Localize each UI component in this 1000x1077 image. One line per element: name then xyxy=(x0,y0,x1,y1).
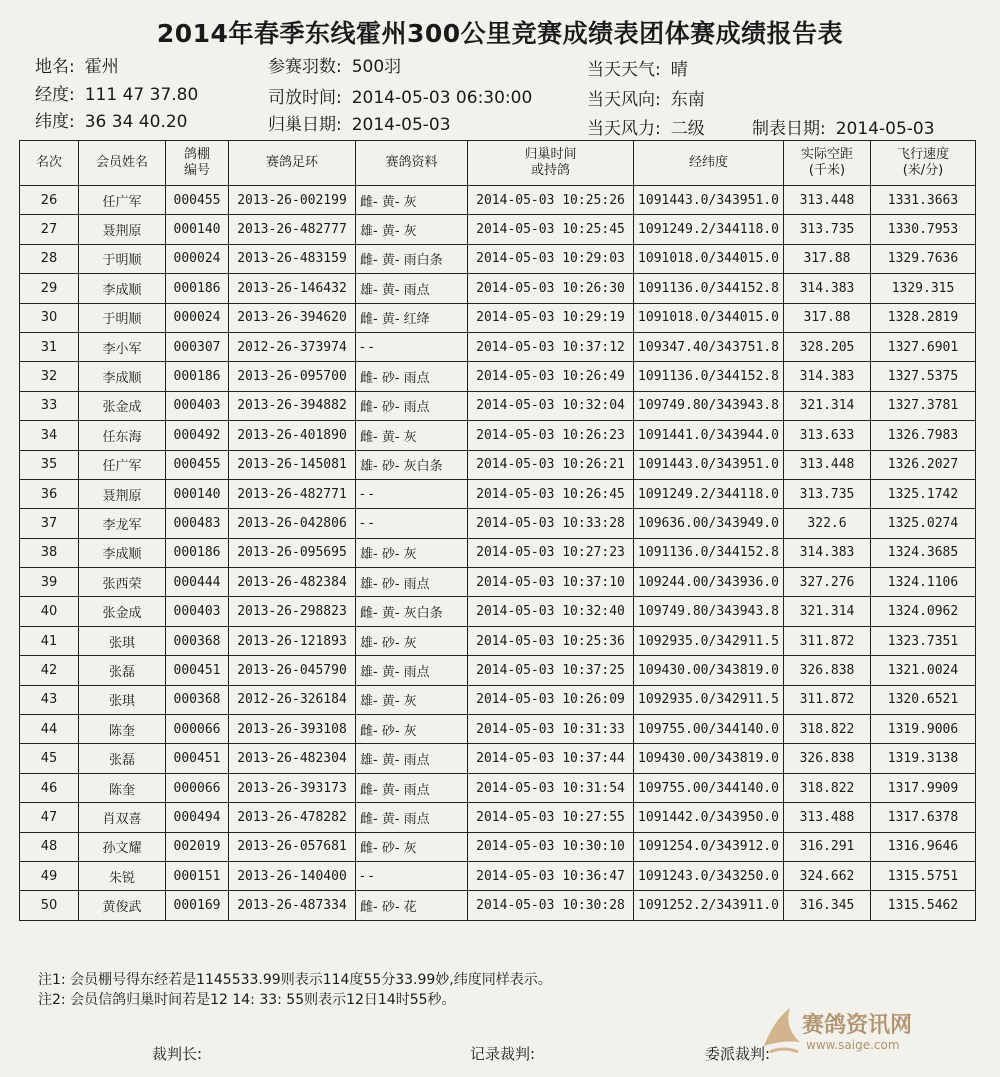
cell-member-name: 张金成 xyxy=(79,597,166,626)
cell-ring-number: 2013-26-482777 xyxy=(229,215,356,244)
cell-speed: 1327.5375 xyxy=(871,362,976,391)
table-row xyxy=(20,509,976,538)
cell-speed: 1324.1106 xyxy=(871,568,976,597)
cell-coordinates: 1091252.2/343911.0 xyxy=(634,891,784,920)
cell-distance: 311.872 xyxy=(784,626,871,655)
header-member-name: 会员姓名 xyxy=(79,141,166,186)
cell-distance: 313.633 xyxy=(784,421,871,450)
cell-ring-number: 2013-26-145081 xyxy=(229,450,356,479)
cell-arrival-time: 2014-05-03 10:31:33 xyxy=(468,715,634,744)
cell-speed: 1325.0274 xyxy=(871,509,976,538)
cell-arrival-time: 2014-05-03 10:29:03 xyxy=(468,244,634,273)
cell-rank: 30 xyxy=(20,303,79,332)
table-row xyxy=(20,715,976,744)
cell-rank: 46 xyxy=(20,773,79,802)
cell-ring-number: 2013-26-394620 xyxy=(229,303,356,332)
cell-ring-number: 2013-26-478282 xyxy=(229,803,356,832)
cell-bird-info: 雌- 黄- 灰 xyxy=(356,186,468,215)
cell-speed: 1316.9646 xyxy=(871,832,976,861)
cell-arrival-time: 2014-05-03 10:37:44 xyxy=(468,744,634,773)
cell-rank: 38 xyxy=(20,538,79,567)
cell-coordinates: 1092935.0/342911.5 xyxy=(634,685,784,714)
cell-distance: 326.838 xyxy=(784,656,871,685)
cell-ring-number: 2013-26-140400 xyxy=(229,861,356,890)
cell-speed: 1326.7983 xyxy=(871,421,976,450)
cell-bird-info: - - xyxy=(356,479,468,508)
cell-coordinates: 1091136.0/344152.8 xyxy=(634,274,784,303)
cell-loft-id: 000492 xyxy=(166,421,229,450)
cell-rank: 29 xyxy=(20,274,79,303)
cell-ring-number: 2013-26-393108 xyxy=(229,715,356,744)
cell-distance: 313.735 xyxy=(784,479,871,508)
watermark xyxy=(760,1002,960,1062)
cell-arrival-time: 2014-05-03 10:37:12 xyxy=(468,332,634,361)
cell-arrival-time: 2014-05-03 10:25:36 xyxy=(468,626,634,655)
cell-bird-info: 雌- 黄- 雨点 xyxy=(356,803,468,832)
wind-direction-field: 当天风向: 东南 xyxy=(587,90,705,110)
cell-coordinates: 1091443.0/343951.0 xyxy=(634,186,784,215)
cell-bird-info: 雌- 黄- 红绛 xyxy=(356,303,468,332)
cell-distance: 324.662 xyxy=(784,861,871,890)
cell-ring-number: 2013-26-045790 xyxy=(229,656,356,685)
place-field: 地名: 霍州 xyxy=(35,57,119,77)
cell-arrival-time: 2014-05-03 10:26:23 xyxy=(468,421,634,450)
cell-ring-number: 2013-26-482304 xyxy=(229,744,356,773)
cell-loft-id: 000483 xyxy=(166,509,229,538)
table-row xyxy=(20,244,976,273)
cell-bird-info: 雄- 黄- 灰 xyxy=(356,685,468,714)
cell-rank: 43 xyxy=(20,685,79,714)
table-row xyxy=(20,450,976,479)
table-row xyxy=(20,391,976,420)
place-value: 霍州 xyxy=(84,57,119,77)
judge-signature: 裁判长: xyxy=(152,1045,203,1063)
release-time-value: 2014-05-03 06:30:00 xyxy=(351,88,533,108)
wind-force-value: 二级 xyxy=(670,119,705,139)
cell-loft-id: 000368 xyxy=(166,626,229,655)
cell-loft-id: 000066 xyxy=(166,773,229,802)
cell-distance: 316.291 xyxy=(784,832,871,861)
cell-distance: 318.822 xyxy=(784,715,871,744)
cell-loft-id: 000169 xyxy=(166,891,229,920)
cell-rank: 33 xyxy=(20,391,79,420)
cell-coordinates: 109636.00/343949.0 xyxy=(634,509,784,538)
cell-bird-info: 雌- 黄- 雨白条 xyxy=(356,244,468,273)
made-date-value: 2014-05-03 xyxy=(835,119,935,139)
cell-bird-info: 雌- 砂- 灰 xyxy=(356,715,468,744)
cell-bird-info: - - xyxy=(356,861,468,890)
cell-rank: 48 xyxy=(20,832,79,861)
cell-distance: 322.6 xyxy=(784,509,871,538)
cell-loft-id: 000451 xyxy=(166,744,229,773)
cell-loft-id: 000066 xyxy=(166,715,229,744)
cell-loft-id: 000140 xyxy=(166,479,229,508)
cell-ring-number: 2013-26-298823 xyxy=(229,597,356,626)
table-row xyxy=(20,332,976,361)
cell-distance: 328.205 xyxy=(784,332,871,361)
cell-member-name: 聂荆原 xyxy=(79,479,166,508)
cell-member-name: 李成顺 xyxy=(79,362,166,391)
release-time-field: 司放时间: 2014-05-03 06:30:00 xyxy=(268,88,533,108)
table-row xyxy=(20,773,976,802)
cell-bird-info: 雌- 砂- 雨点 xyxy=(356,362,468,391)
cell-distance: 311.872 xyxy=(784,685,871,714)
cell-arrival-time: 2014-05-03 10:27:55 xyxy=(468,803,634,832)
cell-coordinates: 1091249.2/344118.0 xyxy=(634,215,784,244)
cell-speed: 1327.6901 xyxy=(871,332,976,361)
wind-direction-value: 东南 xyxy=(670,90,705,110)
cell-speed: 1325.1742 xyxy=(871,479,976,508)
cell-rank: 50 xyxy=(20,891,79,920)
cell-ring-number: 2013-26-482384 xyxy=(229,568,356,597)
cell-speed: 1326.2027 xyxy=(871,450,976,479)
cell-coordinates: 109749.80/343943.8 xyxy=(634,391,784,420)
cell-bird-info: 雌- 黄- 灰白条 xyxy=(356,597,468,626)
cell-rank: 39 xyxy=(20,568,79,597)
cell-arrival-time: 2014-05-03 10:27:23 xyxy=(468,538,634,567)
cell-speed: 1324.3685 xyxy=(871,538,976,567)
cell-distance: 326.838 xyxy=(784,744,871,773)
latitude-value: 36 34 40.20 xyxy=(84,112,188,132)
cell-rank: 42 xyxy=(20,656,79,685)
cell-loft-id: 000368 xyxy=(166,685,229,714)
cell-distance: 317.88 xyxy=(784,244,871,273)
header-coordinates: 经纬度 xyxy=(634,141,784,186)
latitude-field: 纬度: 36 34 40.20 xyxy=(35,112,188,132)
cell-member-name: 任广军 xyxy=(79,186,166,215)
header-loft-id: 鸽棚 编号 xyxy=(166,141,229,186)
cell-loft-id: 000307 xyxy=(166,332,229,361)
cell-arrival-time: 2014-05-03 10:30:28 xyxy=(468,891,634,920)
cell-ring-number: 2013-26-394882 xyxy=(229,391,356,420)
cell-rank: 40 xyxy=(20,597,79,626)
cell-bird-info: 雄- 黄- 雨点 xyxy=(356,274,468,303)
cell-ring-number: 2013-26-482771 xyxy=(229,479,356,508)
cell-coordinates: 109749.80/343943.8 xyxy=(634,597,784,626)
cell-rank: 26 xyxy=(20,186,79,215)
cell-loft-id: 000455 xyxy=(166,450,229,479)
cell-loft-id: 000186 xyxy=(166,274,229,303)
watermark-text: 赛鸽资讯网 xyxy=(802,1013,913,1038)
header-distance: 实际空距 (千米) xyxy=(784,141,871,186)
cell-rank: 32 xyxy=(20,362,79,391)
cell-rank: 44 xyxy=(20,715,79,744)
table-row xyxy=(20,568,976,597)
cell-bird-info: 雄- 砂- 灰 xyxy=(356,626,468,655)
table-row xyxy=(20,744,976,773)
cell-rank: 37 xyxy=(20,509,79,538)
cell-arrival-time: 2014-05-03 10:26:49 xyxy=(468,362,634,391)
cell-speed: 1324.0962 xyxy=(871,597,976,626)
cell-member-name: 聂荆原 xyxy=(79,215,166,244)
cell-speed: 1321.0024 xyxy=(871,656,976,685)
cell-bird-info: 雌- 砂- 灰 xyxy=(356,832,468,861)
cell-loft-id: 000151 xyxy=(166,861,229,890)
table-body xyxy=(20,186,976,921)
cell-ring-number: 2013-26-483159 xyxy=(229,244,356,273)
table-row xyxy=(20,861,976,890)
cell-bird-info: - - xyxy=(356,332,468,361)
cell-distance: 317.88 xyxy=(784,303,871,332)
cell-arrival-time: 2014-05-03 10:37:25 xyxy=(468,656,634,685)
birds-value: 500羽 xyxy=(351,57,402,77)
watermark-url: www.saige.com xyxy=(806,1038,900,1052)
cell-distance: 314.383 xyxy=(784,362,871,391)
cell-loft-id: 000186 xyxy=(166,538,229,567)
cell-speed: 1331.3663 xyxy=(871,186,976,215)
table-row xyxy=(20,186,976,215)
cell-bird-info: - - xyxy=(356,509,468,538)
cell-coordinates: 1091443.0/343951.0 xyxy=(634,450,784,479)
cell-member-name: 张磊 xyxy=(79,744,166,773)
cell-member-name: 于明顺 xyxy=(79,244,166,273)
table-row xyxy=(20,597,976,626)
cell-arrival-time: 2014-05-03 10:32:04 xyxy=(468,391,634,420)
cell-speed: 1323.7351 xyxy=(871,626,976,655)
cell-arrival-time: 2014-05-03 10:26:21 xyxy=(468,450,634,479)
cell-arrival-time: 2014-05-03 10:31:54 xyxy=(468,773,634,802)
recorder-signature: 记录裁判: xyxy=(470,1045,536,1063)
cell-distance: 313.448 xyxy=(784,186,871,215)
cell-rank: 47 xyxy=(20,803,79,832)
cell-loft-id: 000403 xyxy=(166,597,229,626)
cell-coordinates: 1091243.0/343250.0 xyxy=(634,861,784,890)
header-ring-number: 赛鸽足环 xyxy=(229,141,356,186)
note-2: 注2: 会员信鸽归巢时间若是12 14: 33: 55则表示12日14时55秒。 xyxy=(38,992,456,1008)
cell-member-name: 张磊 xyxy=(79,656,166,685)
cell-speed: 1329.7636 xyxy=(871,244,976,273)
cell-arrival-time: 2014-05-03 10:26:09 xyxy=(468,685,634,714)
cell-rank: 41 xyxy=(20,626,79,655)
cell-ring-number: 2013-26-401890 xyxy=(229,421,356,450)
cell-member-name: 黄俊武 xyxy=(79,891,166,920)
cell-ring-number: 2012-26-373974 xyxy=(229,332,356,361)
cell-arrival-time: 2014-05-03 10:30:10 xyxy=(468,832,634,861)
cell-member-name: 张金成 xyxy=(79,391,166,420)
cell-distance: 316.345 xyxy=(784,891,871,920)
cell-rank: 35 xyxy=(20,450,79,479)
cell-member-name: 肖双喜 xyxy=(79,803,166,832)
cell-ring-number: 2013-26-146432 xyxy=(229,274,356,303)
cell-coordinates: 109430.00/343819.0 xyxy=(634,656,784,685)
cell-rank: 27 xyxy=(20,215,79,244)
cell-bird-info: 雄- 砂- 雨点 xyxy=(356,568,468,597)
notes xyxy=(38,970,552,1010)
cell-member-name: 李成顺 xyxy=(79,538,166,567)
cell-distance: 313.735 xyxy=(784,215,871,244)
cell-distance: 313.448 xyxy=(784,450,871,479)
cell-loft-id: 002019 xyxy=(166,832,229,861)
header-row xyxy=(20,141,976,186)
cell-coordinates: 1091018.0/344015.0 xyxy=(634,244,784,273)
cell-member-name: 李小军 xyxy=(79,332,166,361)
cell-ring-number: 2013-26-121893 xyxy=(229,626,356,655)
wind-force-field: 当天风力: 二级 xyxy=(587,119,705,139)
cell-arrival-time: 2014-05-03 10:26:45 xyxy=(468,479,634,508)
header-speed: 飞行速度 (米/分) xyxy=(871,141,976,186)
cell-bird-info: 雌- 黄- 灰 xyxy=(356,421,468,450)
cell-distance: 327.276 xyxy=(784,568,871,597)
cell-loft-id: 000403 xyxy=(166,391,229,420)
table-row xyxy=(20,421,976,450)
cell-ring-number: 2013-26-487334 xyxy=(229,891,356,920)
cell-ring-number: 2012-26-326184 xyxy=(229,685,356,714)
cell-member-name: 朱锐 xyxy=(79,861,166,890)
cell-bird-info: 雄- 砂- 灰 xyxy=(356,538,468,567)
table-row xyxy=(20,656,976,685)
cell-speed: 1320.6521 xyxy=(871,685,976,714)
cell-bird-info: 雄- 砂- 灰白条 xyxy=(356,450,468,479)
cell-bird-info: 雄- 黄- 雨点 xyxy=(356,744,468,773)
table-row xyxy=(20,891,976,920)
cell-speed: 1330.7953 xyxy=(871,215,976,244)
table-row xyxy=(20,215,976,244)
cell-coordinates: 1091249.2/344118.0 xyxy=(634,479,784,508)
cell-member-name: 张琪 xyxy=(79,685,166,714)
cell-arrival-time: 2014-05-03 10:37:10 xyxy=(468,568,634,597)
cell-speed: 1315.5751 xyxy=(871,861,976,890)
cell-arrival-time: 2014-05-03 10:36:47 xyxy=(468,861,634,890)
cell-ring-number: 2013-26-095695 xyxy=(229,538,356,567)
cell-member-name: 李成顺 xyxy=(79,274,166,303)
cell-bird-info: 雌- 砂- 雨点 xyxy=(356,391,468,420)
made-date-field: 制表日期: 2014-05-03 xyxy=(752,119,935,139)
longitude-value: 111 47 37.80 xyxy=(84,85,199,105)
cell-member-name: 李龙军 xyxy=(79,509,166,538)
cell-loft-id: 000451 xyxy=(166,656,229,685)
cell-speed: 1328.2819 xyxy=(871,303,976,332)
table-row xyxy=(20,832,976,861)
cell-ring-number: 2013-26-095700 xyxy=(229,362,356,391)
table-row xyxy=(20,626,976,655)
results-table xyxy=(19,140,976,921)
cell-loft-id: 000140 xyxy=(166,215,229,244)
cell-speed: 1317.9909 xyxy=(871,773,976,802)
assigned-signature: 委派裁判: xyxy=(705,1045,771,1063)
cell-arrival-time: 2014-05-03 10:25:45 xyxy=(468,215,634,244)
table-row xyxy=(20,303,976,332)
cell-bird-info: 雄- 黄- 雨点 xyxy=(356,656,468,685)
table-row xyxy=(20,685,976,714)
cell-member-name: 陈奎 xyxy=(79,715,166,744)
cell-member-name: 张西荣 xyxy=(79,568,166,597)
cell-coordinates: 109347.40/343751.8 xyxy=(634,332,784,361)
cell-ring-number: 2013-26-057681 xyxy=(229,832,356,861)
header-rank: 名次 xyxy=(20,141,79,186)
cell-rank: 45 xyxy=(20,744,79,773)
return-date-value: 2014-05-03 xyxy=(351,115,451,135)
cell-arrival-time: 2014-05-03 10:25:26 xyxy=(468,186,634,215)
cell-speed: 1319.9006 xyxy=(871,715,976,744)
table-row xyxy=(20,274,976,303)
cell-loft-id: 000444 xyxy=(166,568,229,597)
cell-coordinates: 1091136.0/344152.8 xyxy=(634,362,784,391)
cell-distance: 313.488 xyxy=(784,803,871,832)
cell-coordinates: 1091136.0/344152.8 xyxy=(634,538,784,567)
cell-arrival-time: 2014-05-03 10:26:30 xyxy=(468,274,634,303)
cell-rank: 36 xyxy=(20,479,79,508)
return-date-field: 归巢日期: 2014-05-03 xyxy=(268,115,451,135)
cell-loft-id: 000494 xyxy=(166,803,229,832)
cell-ring-number: 2013-26-002199 xyxy=(229,186,356,215)
cell-bird-info: 雌- 黄- 雨点 xyxy=(356,773,468,802)
cell-speed: 1329.315 xyxy=(871,274,976,303)
header-arrival-time: 归巢时间 或持鸽 xyxy=(468,141,634,186)
cell-coordinates: 1092935.0/342911.5 xyxy=(634,626,784,655)
cell-member-name: 任广军 xyxy=(79,450,166,479)
cell-coordinates: 109244.00/343936.0 xyxy=(634,568,784,597)
cell-member-name: 陈奎 xyxy=(79,773,166,802)
cell-member-name: 张琪 xyxy=(79,626,166,655)
cell-member-name: 任东海 xyxy=(79,421,166,450)
cell-loft-id: 000455 xyxy=(166,186,229,215)
cell-coordinates: 109430.00/343819.0 xyxy=(634,744,784,773)
cell-coordinates: 1091254.0/343912.0 xyxy=(634,832,784,861)
cell-speed: 1319.3138 xyxy=(871,744,976,773)
table-row xyxy=(20,362,976,391)
cell-rank: 49 xyxy=(20,861,79,890)
weather-field: 当天天气: 晴 xyxy=(587,60,688,80)
pigeon-logo-icon xyxy=(760,1002,804,1058)
cell-bird-info: 雌- 砂- 花 xyxy=(356,891,468,920)
note-1: 注1: 会员棚号得东经若是1145533.99则表示114度55分33.99妙,纬度同样表示。 xyxy=(38,972,552,988)
cell-coordinates: 1091441.0/343944.0 xyxy=(634,421,784,450)
table-row xyxy=(20,538,976,567)
cell-distance: 321.314 xyxy=(784,597,871,626)
cell-loft-id: 000024 xyxy=(166,244,229,273)
table-row xyxy=(20,803,976,832)
cell-coordinates: 109755.00/344140.0 xyxy=(634,715,784,744)
cell-arrival-time: 2014-05-03 10:32:40 xyxy=(468,597,634,626)
cell-coordinates: 109755.00/344140.0 xyxy=(634,773,784,802)
cell-rank: 28 xyxy=(20,244,79,273)
cell-coordinates: 1091442.0/343950.0 xyxy=(634,803,784,832)
birds-field: 参赛羽数: 500羽 xyxy=(268,57,402,77)
cell-distance: 314.383 xyxy=(784,538,871,567)
cell-member-name: 孙文耀 xyxy=(79,832,166,861)
cell-distance: 318.822 xyxy=(784,773,871,802)
cell-loft-id: 000186 xyxy=(166,362,229,391)
header-bird-info: 赛鸽资料 xyxy=(356,141,468,186)
cell-speed: 1315.5462 xyxy=(871,891,976,920)
cell-arrival-time: 2014-05-03 10:33:28 xyxy=(468,509,634,538)
cell-ring-number: 2013-26-393173 xyxy=(229,773,356,802)
cell-coordinates: 1091018.0/344015.0 xyxy=(634,303,784,332)
cell-speed: 1317.6378 xyxy=(871,803,976,832)
weather-value: 晴 xyxy=(670,60,688,80)
cell-ring-number: 2013-26-042806 xyxy=(229,509,356,538)
cell-bird-info: 雄- 黄- 灰 xyxy=(356,215,468,244)
longitude-field: 经度: 111 47 37.80 xyxy=(35,85,199,105)
cell-rank: 34 xyxy=(20,421,79,450)
page-title: 2014年春季东线霍州300公里竞赛成绩表团体赛成绩报告表 xyxy=(156,19,844,48)
cell-arrival-time: 2014-05-03 10:29:19 xyxy=(468,303,634,332)
cell-speed: 1327.3781 xyxy=(871,391,976,420)
table-row xyxy=(20,479,976,508)
cell-rank: 31 xyxy=(20,332,79,361)
cell-distance: 314.383 xyxy=(784,274,871,303)
cell-loft-id: 000024 xyxy=(166,303,229,332)
cell-member-name: 于明顺 xyxy=(79,303,166,332)
cell-distance: 321.314 xyxy=(784,391,871,420)
